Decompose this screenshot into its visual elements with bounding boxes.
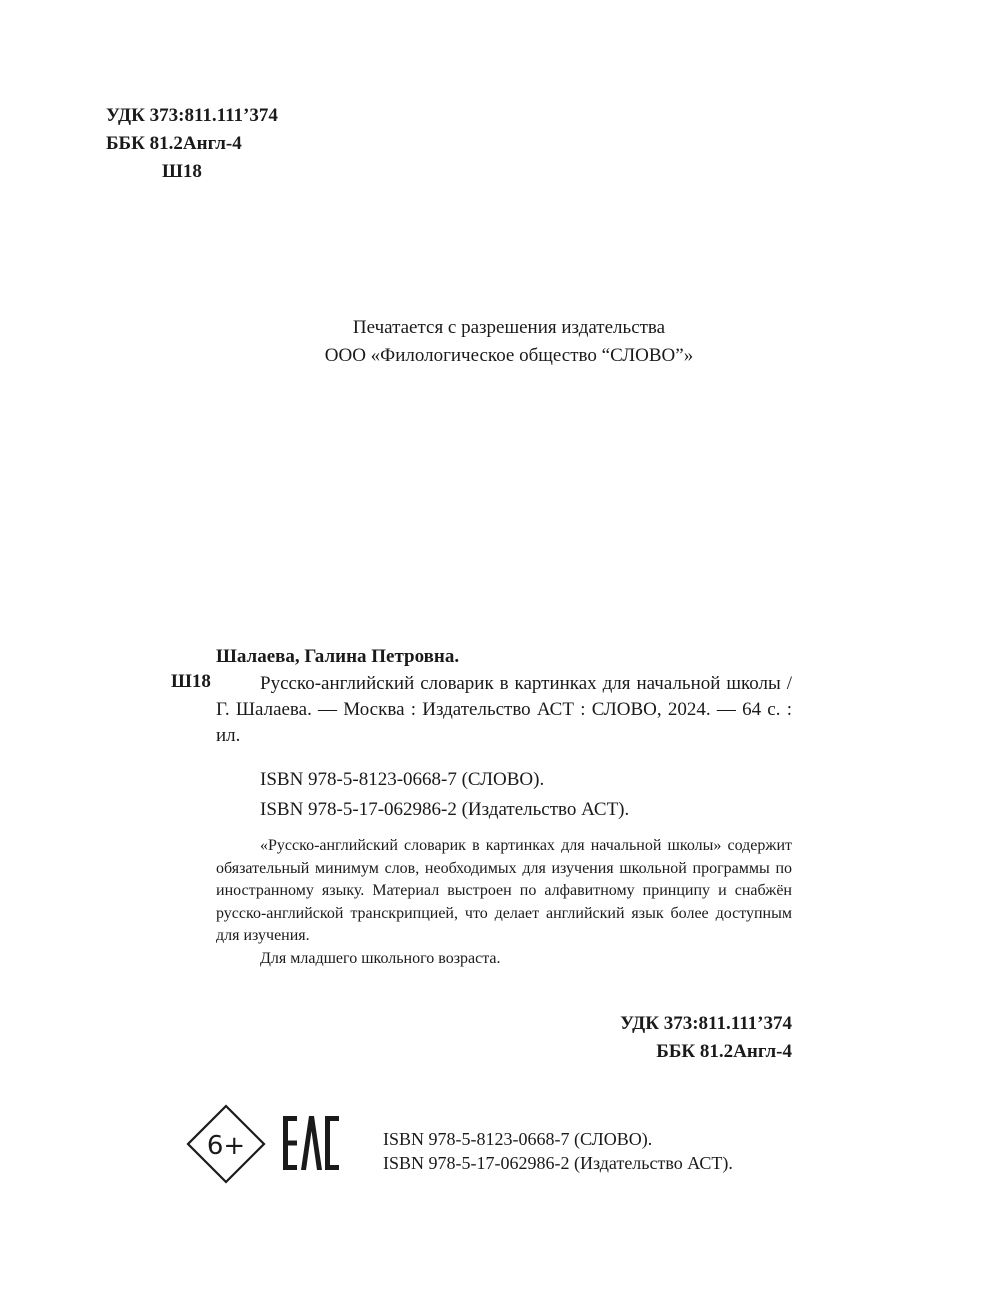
classification-codes-bottom [620,1010,792,1066]
eac-conformity-icon [283,1116,339,1170]
publisher-permission [200,314,818,370]
audience-note: Для младшего школьного возраста. [260,949,501,967]
udk-code: УДК 373:811.111’374 [106,105,278,126]
author-sign: Ш18 [171,671,211,692]
author-name: Шалаева, Галина Петровна. [216,646,460,667]
classification-codes-top [106,102,278,186]
bibliographic-description [216,671,792,749]
age-rating-text: 6+ [206,1131,246,1161]
isbn-bottom-block [383,1127,733,1175]
isbn-slovo: ISBN 978-5-8123-0668-7 (СЛОВО). [260,769,545,790]
udk-code-bottom: УДК 373:811.111’374 [620,1013,792,1034]
permission-line-1: Печатается с разрешения издательства [352,317,666,338]
permission-line-2: ООО «Филологическое общество “СЛОВО”» [324,345,694,366]
annotation [216,835,792,970]
bibliographic-text: Русско-английский словарик в картинках для начальной школы / Г. Шалаева. — Москва : Издательство АСТ : СЛОВО, 2024. — 64 с. : ил. [216,673,792,746]
isbn-bottom-slovo: ISBN 978-5-8123-0668-7 (СЛОВО). [383,1129,653,1149]
isbn-ast: ISBN 978-5-17-062986-2 (Издательство АСТ). [260,799,630,820]
age-rating-icon [186,1104,266,1184]
annotation-paragraph: «Русско-английский словарик в картинках для начальной школы» содержит обязательный минимум слов, необходимых для изучения школьной программы по иностранному языку. Материал выстроен по алфавитному принципу и снабжён русско-английской транскрипцией, что делает английский язык более доступным для изучения. [216,837,792,944]
isbn-bottom-ast: ISBN 978-5-17-062986-2 (Издательство АСТ). [383,1153,733,1173]
bbk-code-bottom: ББК 81.2Англ-4 [656,1041,792,1062]
bbk-code: ББК 81.2Англ-4 [106,133,242,154]
isbn-block [260,765,629,825]
author-sign-code: Ш18 [162,161,202,182]
